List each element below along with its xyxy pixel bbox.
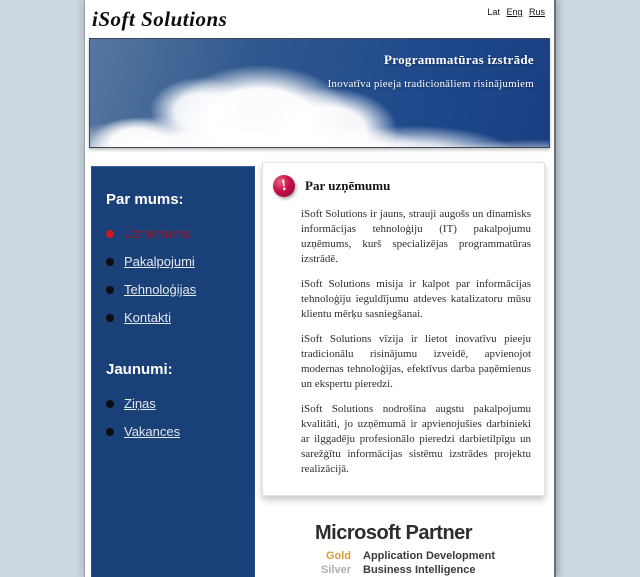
partner-competency: Application Development <box>363 550 496 562</box>
partner-level-silver: Silver <box>321 564 351 576</box>
bullet-icon <box>106 400 114 408</box>
microsoft-partner-title: Microsoft Partner <box>315 522 473 544</box>
site-logo-title: iSoft Solutions <box>92 7 228 31</box>
bullet-icon <box>106 286 114 294</box>
sidebar-item-label: Pakalpojumi <box>124 254 195 269</box>
paragraph-quality: iSoft Solutions nodrošina augstu pakalpojumu kvalitāti, jo uzņēmumā ir apvienojušies darbinieki ar ilggadēju profesionālo pieredzi darbietilpīgu un sarežģītu informācijas sistēmu izstrādes projektu realizācijā. <box>301 403 531 475</box>
partner-competency: Business Intelligence <box>363 564 476 576</box>
bullet-icon <box>106 314 114 322</box>
site-header <box>85 0 554 38</box>
hero-title: Programmatūras izstrāde <box>384 52 534 67</box>
sidebar-item-label: Uzņēmums <box>124 226 190 241</box>
hero-text-block <box>328 52 534 90</box>
paragraph-intro: iSoft Solutions ir jauns, strauji augošs un dinamisks informācijas tehnoloģiju (IT) pakalpojumu uzņēmums, kurš specializējas programmatūras izstrādē. <box>301 208 531 265</box>
exclamation-icon: ! <box>272 174 297 199</box>
hero-subtitle: Inovatīva pieeja tradicionāliem risinājumiem <box>327 78 534 90</box>
language-switcher <box>487 7 545 17</box>
partner-row-silver <box>315 563 554 577</box>
microsoft-partner-competencies <box>315 549 554 577</box>
sidebar-item-uznemums[interactable] <box>106 226 246 241</box>
sidebar-item-label: Kontakti <box>124 310 171 325</box>
sidebar-item-label: Ziņas <box>124 396 156 411</box>
content-row <box>85 162 554 577</box>
sidebar-list-par-mums <box>106 226 246 325</box>
language-link-rus[interactable]: Rus <box>528 7 545 17</box>
sidebar-item-pakalpojumi[interactable] <box>106 254 246 269</box>
microsoft-partner-logo <box>315 522 554 577</box>
sidebar-item-zinas[interactable] <box>106 396 246 411</box>
sidebar-navigation <box>91 166 255 577</box>
paragraph-mission: iSoft Solutions misija ir kalpot par informācijas tehnoloģiju ieguldījumu atdeves katalizatoru mūsu klientu mērķu sasniegšanai. <box>301 278 531 320</box>
partner-row-gold <box>315 549 554 563</box>
partner-level-gold: Gold <box>325 550 351 562</box>
sidebar-item-label: Vakances <box>124 424 181 439</box>
sidebar-heading-par-mums: Par mums: <box>106 191 184 208</box>
main-column <box>255 162 554 577</box>
content-card-header <box>273 175 534 197</box>
sidebar-item-vakances[interactable] <box>106 424 246 439</box>
content-card <box>262 162 545 496</box>
bullet-icon <box>106 428 114 436</box>
page-container <box>84 0 556 577</box>
language-link-eng[interactable]: Eng <box>506 7 523 17</box>
sidebar-item-tehnologijas[interactable] <box>106 282 246 297</box>
sidebar-item-label: Tehnoloģijas <box>124 282 197 297</box>
sidebar-heading-jaunumi: Jaunumi: <box>106 361 173 378</box>
language-current-lat: Lat <box>487 7 500 17</box>
hero-banner-clouds <box>89 38 550 148</box>
page-title: Par uzņēmumu <box>305 178 391 193</box>
bullet-icon <box>106 230 114 238</box>
sidebar-item-kontakti[interactable] <box>106 310 246 325</box>
bullet-icon <box>106 258 114 266</box>
sidebar-list-jaunumi <box>106 396 246 439</box>
paragraph-vision: iSoft Solutions vīzija ir lietot inovatīvu pieeju tradicionālu risinājumu izveidē, apvienojot modernas tehnoloģijas, efektīvus darba paņēmienus un ekspertu pieredzi. <box>301 333 531 390</box>
content-card-body <box>301 207 531 477</box>
